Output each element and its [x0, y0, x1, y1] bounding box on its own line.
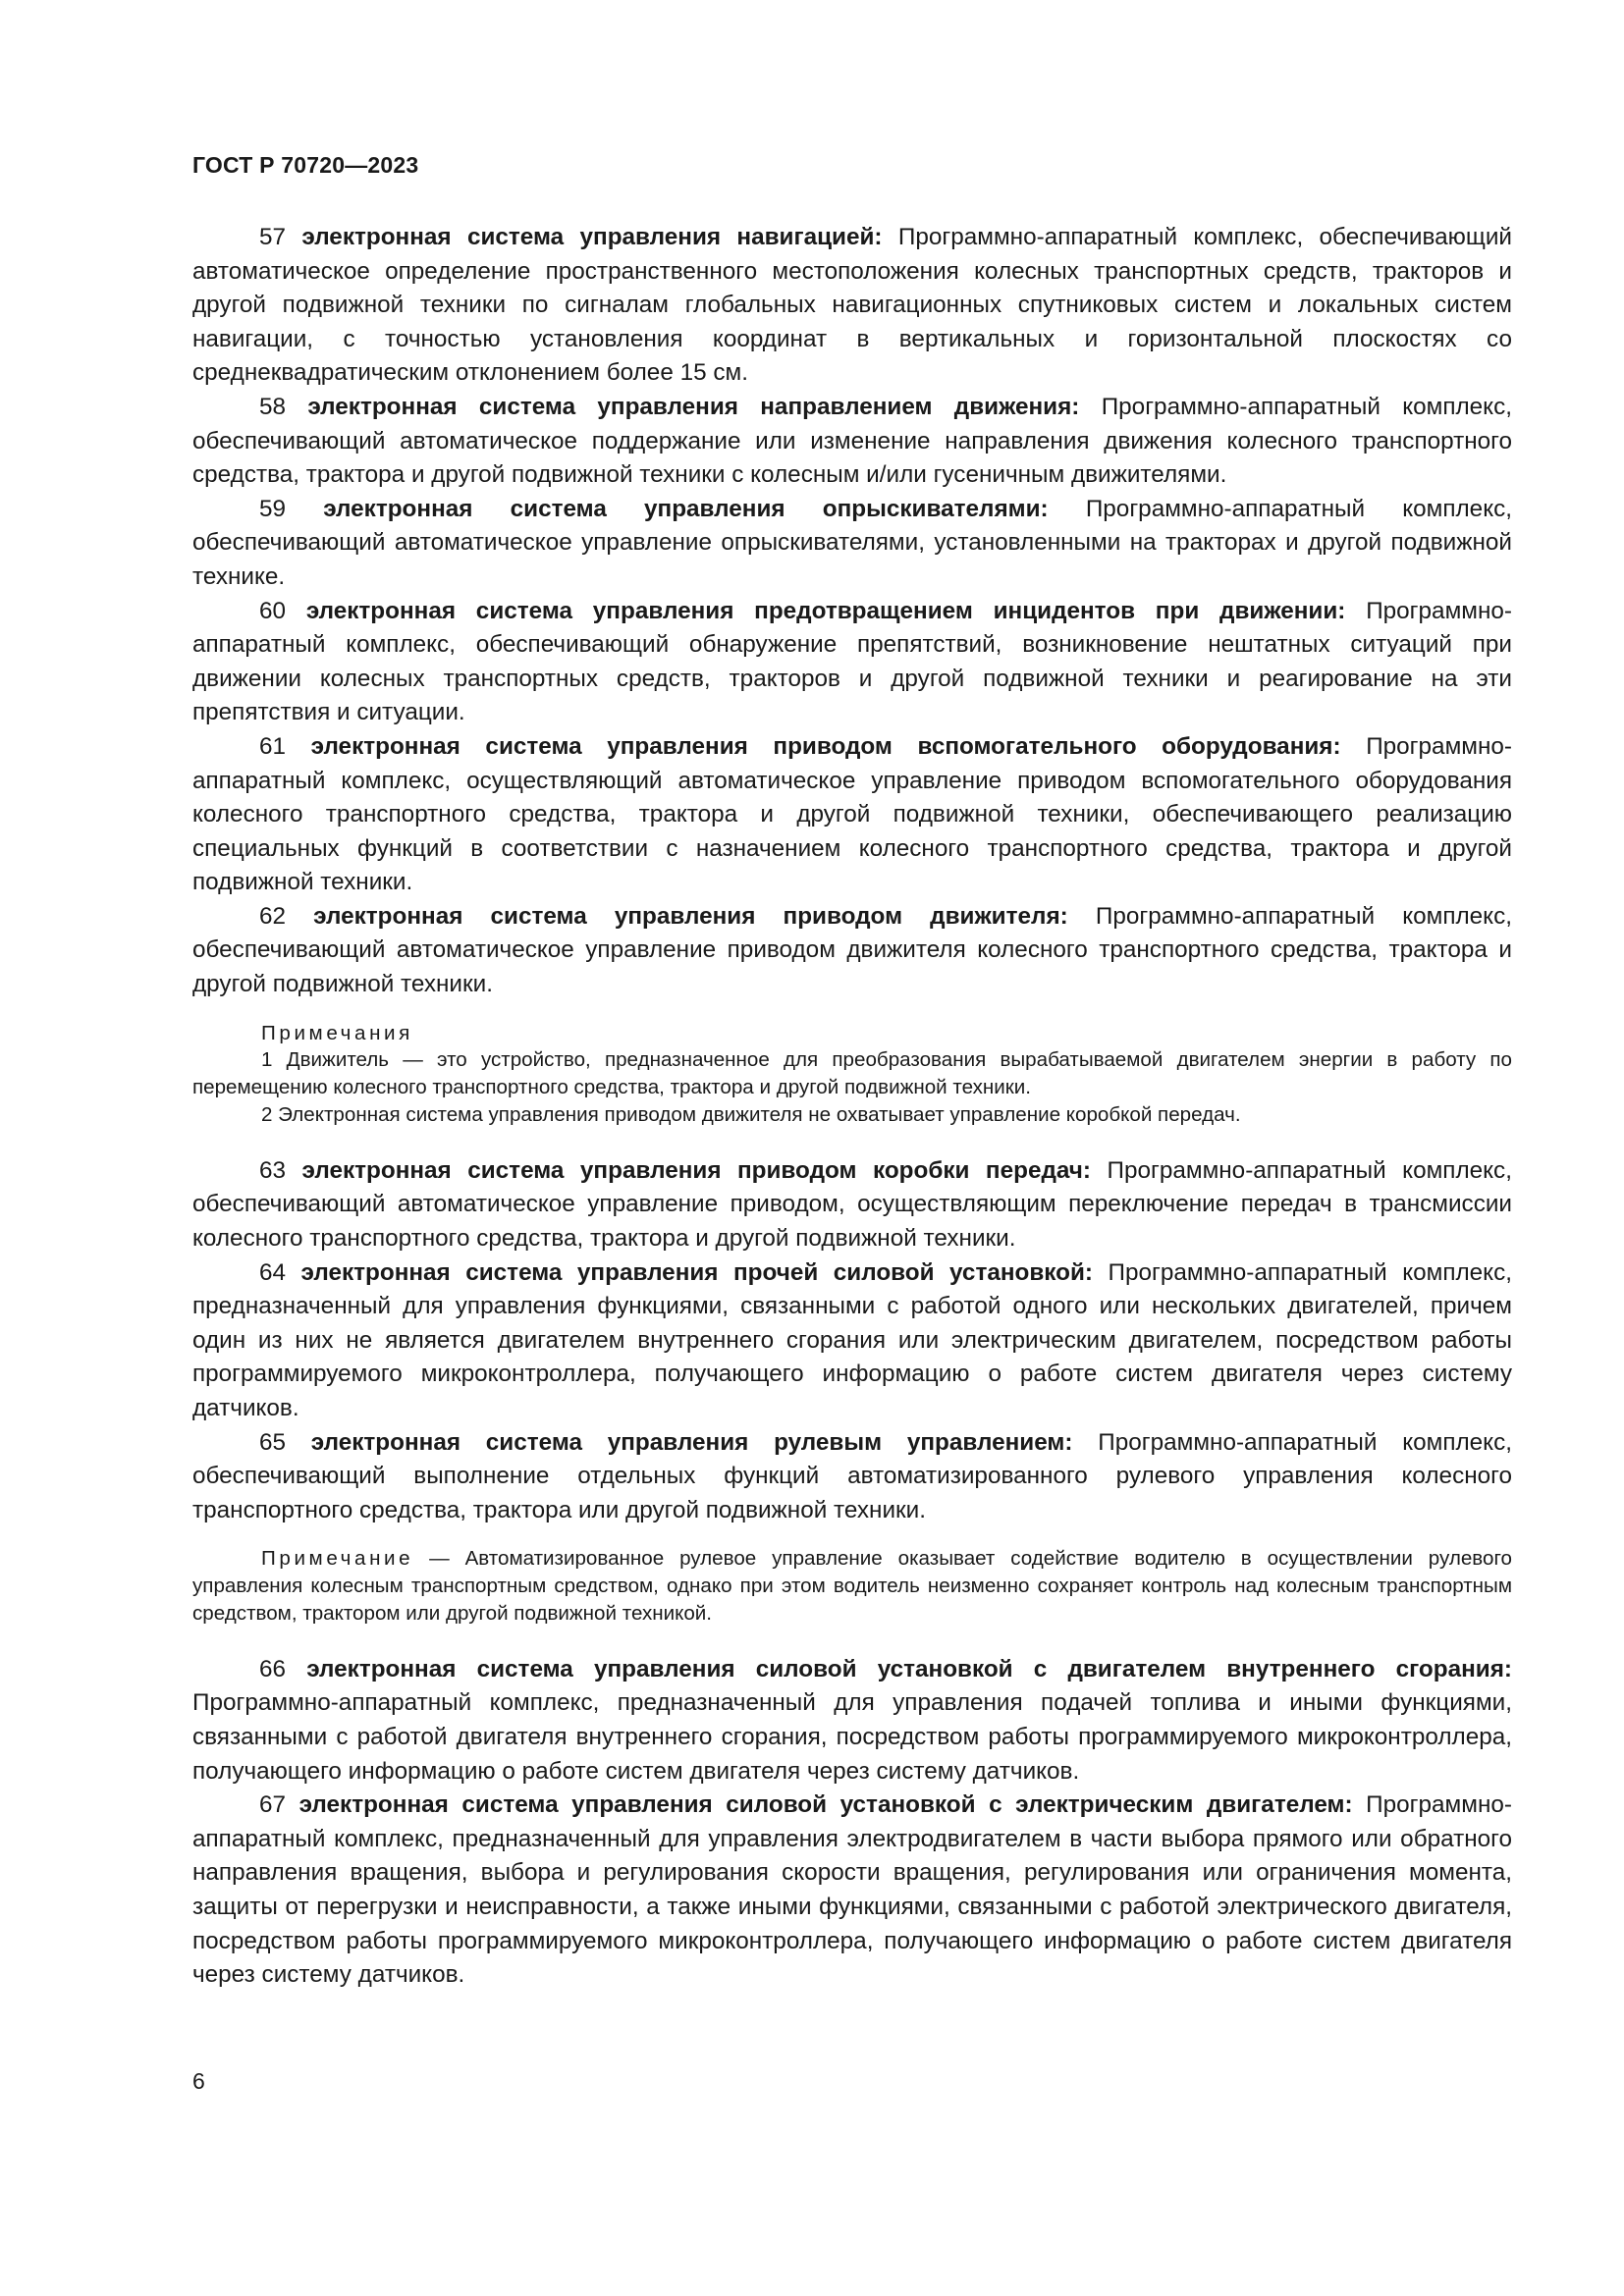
note-paragraph: Примечание — Автоматизированное рулевое управление оказывает содействие водителю в осуществлении рулевого управления колесным транспортным средством, однако при этом водитель неизменно сохраняет контроль над колесным транспортным средством, трактором или другой подвижной техникой.	[192, 1547, 1512, 1625]
note-block	[192, 1545, 1512, 1627]
note-item: 2 Электронная система управления приводом движителя не охватывает управление коробкой передач.	[261, 1103, 1241, 1127]
page-number: 6	[192, 2068, 205, 2094]
document-body	[192, 221, 1512, 1993]
notes-heading: Примечания	[261, 1021, 413, 1044]
term-entry-63: 63 электронная система управления приводом коробки передач: Программно-аппаратный комплекс, обеспечивающий автоматическое управление приводом, осуществляющим переключение передач в трансмиссии колесного транспортного средства, трактора и другой подвижной техники.	[192, 1156, 1512, 1253]
term-entry-62: 62 электронная система управления приводом движителя: Программно-аппаратный комплекс, обеспечивающий автоматическое управление приводом движителя колесного транспортного средства, трактора и другой подвижной техники.	[192, 902, 1512, 998]
note-item: 1 Движитель — это устройство, предназначенное для преобразования вырабатываемой двигателем энергии в работу по перемещению колесного транспортного средства, трактора и другой подвижной техники.	[192, 1048, 1512, 1099]
term-entry-65: 65 электронная система управления рулевым управлением: Программно-аппаратный комплекс, обеспечивающий выполнение отдельных функций автоматизированного рулевого управления колесного транспортного средства, трактора или другой подвижной техники.	[192, 1428, 1512, 1523]
term-entry-59: 59 электронная система управления опрыскивателями: Программно-аппаратный комплекс, обеспечивающий автоматическое управление опрыскивателями, установленными на тракторах и другой подвижной технике.	[192, 495, 1512, 590]
document-header: ГОСТ Р 70720—2023	[192, 152, 419, 178]
term-entry-57: 57 электронная система управления навигацией: Программно-аппаратный комплекс, обеспечивающий автоматическое определение пространственного местоположения колесных транспортных средств, тракторов и другой подвижной техники по сигналам глобальных навигационных спутниковых систем и локальных систем навигации, с точностью установления координат в вертикальных и горизонтальной плоскостях со среднеквадратическим отклонением более 15 см.	[192, 224, 1512, 387]
term-entry-66: 66 электронная система управления силовой установкой с двигателем внутреннего сгорания: Программно-аппаратный комплекс, предназначенный для управления подачей топлива и иными функциями, связанными с работой двигателя внутреннего сгорания, посредством работы программируемого микроконтроллера, получающего информацию о работе систем двигателя через систему датчиков.	[192, 1655, 1512, 1785]
term-entry-61: 61 электронная система управления приводом вспомогательного оборудования: Программно-аппаратный комплекс, осуществляющий автоматическое управление приводом вспомогательного оборудования колесного транспортного средства, трактора и другой подвижной техники, обеспечивающего реализацию специальных функций в соответствии с назначением колесного транспортного средства, трактора и другой подвижной техники.	[192, 732, 1512, 896]
term-entry-67: 67 электронная система управления силовой установкой с электрическим двигателем: Программно-аппаратный комплекс, предназначенный для управления электродвигателем в части выбора прямого или обратного направления вращения, выбора и регулирования скорости вращения, регулирования или ограничения момента, защиты от перегрузки и неисправности, а также иными функциями, связанными с работой электрического двигателя, посредством работы программируемого микроконтроллера, получающего информацию о работе систем двигателя через систему датчиков.	[192, 1791, 1512, 1989]
term-entry-64: 64 электронная система управления прочей силовой установкой: Программно-аппаратный комплекс, предназначенный для управления функциями, связанными с работой одного или нескольких двигателей, причем один из них не является двигателем внутреннего сгорания или электрическим двигателем, посредством работы программируемого микроконтроллера, получающего информацию о работе систем двигателя через систему датчиков.	[192, 1258, 1512, 1421]
term-entry-60: 60 электронная система управления предотвращением инцидентов при движении: Программно-аппаратный комплекс, обеспечивающий обнаружение препятствий, возникновение нештатных ситуаций при движении колесных транспортных средств, тракторов и другой подвижной техники и реагирование на эти препятствия и ситуации.	[192, 597, 1512, 726]
note-heading: Примечание	[261, 1547, 414, 1571]
notes-block	[192, 1020, 1512, 1129]
term-entry-58: 58 электронная система управления направлением движения: Программно-аппаратный комплекс, обеспечивающий автоматическое поддержание или изменение направления движения колесного транспортного средства, трактора и другой подвижной техники с колесным и/или гусеничным движителями.	[192, 393, 1512, 489]
